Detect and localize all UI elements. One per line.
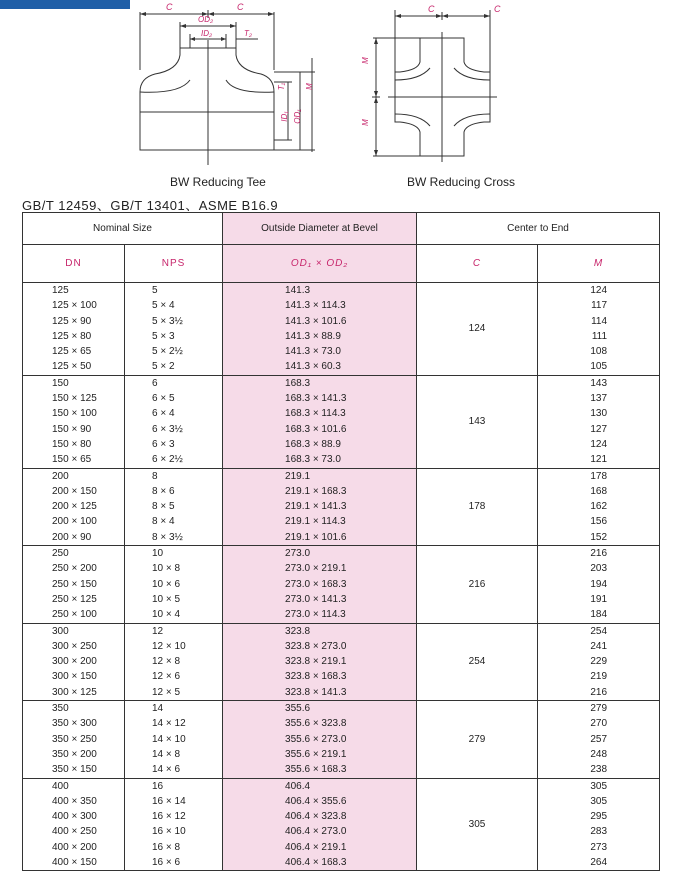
- cell-nps: 14 × 6: [125, 762, 223, 778]
- cell-nps: 16 × 6: [125, 855, 223, 871]
- cell-dn: 200 × 125: [23, 499, 125, 514]
- cell-od: 273.0 × 219.1: [223, 561, 417, 576]
- cell-nps: 10: [125, 546, 223, 562]
- table-row: [23, 514, 660, 529]
- table-row: [23, 732, 660, 747]
- cell-od: 406.4 × 168.3: [223, 855, 417, 871]
- table-row: [23, 298, 660, 313]
- cell-dn: 300 × 200: [23, 654, 125, 669]
- cell-dn: 125 × 100: [23, 298, 125, 313]
- cell-c: 124: [417, 283, 538, 376]
- cross-c-label-left: C: [428, 4, 435, 14]
- cell-nps: 10 × 5: [125, 592, 223, 607]
- cell-m: 184: [538, 607, 660, 623]
- cell-od: 355.6 × 323.8: [223, 716, 417, 731]
- cell-m: 264: [538, 855, 660, 871]
- table-row: [23, 359, 660, 375]
- table-row: [23, 607, 660, 623]
- cell-m: 219: [538, 669, 660, 684]
- cell-m: 229: [538, 654, 660, 669]
- table-row: [23, 546, 660, 562]
- cell-m: 117: [538, 298, 660, 313]
- table-row: [23, 406, 660, 421]
- cell-od: 406.4 × 273.0: [223, 824, 417, 839]
- table-row: [23, 375, 660, 391]
- cell-dn: 300: [23, 623, 125, 639]
- cell-od: 355.6 × 168.3: [223, 762, 417, 778]
- cell-m: 127: [538, 422, 660, 437]
- cell-m: 178: [538, 468, 660, 484]
- cell-nps: 12: [125, 623, 223, 639]
- cell-od: 323.8 × 168.3: [223, 669, 417, 684]
- cell-nps: 6 × 3½: [125, 422, 223, 437]
- dimensions-table: [22, 212, 660, 871]
- cell-m: 216: [538, 685, 660, 701]
- cell-dn: 350 × 200: [23, 747, 125, 762]
- cell-od: 219.1 × 168.3: [223, 484, 417, 499]
- cell-nps: 16 × 12: [125, 809, 223, 824]
- cell-dn: 125 × 50: [23, 359, 125, 375]
- cell-nps: 8: [125, 468, 223, 484]
- cell-nps: 14 × 10: [125, 732, 223, 747]
- cell-dn: 150 × 80: [23, 437, 125, 452]
- cell-nps: 16 × 14: [125, 794, 223, 809]
- cell-dn: 125 × 80: [23, 329, 125, 344]
- cross-m-label-top: M: [360, 57, 370, 64]
- cell-dn: 200: [23, 468, 125, 484]
- cell-nps: 5 × 3½: [125, 314, 223, 329]
- table-body: [23, 283, 660, 871]
- cell-nps: 8 × 5: [125, 499, 223, 514]
- cell-c: 178: [417, 468, 538, 545]
- table-row: [23, 577, 660, 592]
- cell-m: 194: [538, 577, 660, 592]
- cell-m: 191: [538, 592, 660, 607]
- subheader-nps: NPS: [125, 245, 223, 283]
- cell-nps: 6 × 4: [125, 406, 223, 421]
- cell-od: 219.1: [223, 468, 417, 484]
- cell-m: 254: [538, 623, 660, 639]
- table-row: [23, 561, 660, 576]
- table-row: [23, 701, 660, 717]
- cell-dn: 150 × 125: [23, 391, 125, 406]
- tee-id1-label: ID₁: [279, 111, 289, 122]
- cell-od: 323.8 × 141.3: [223, 685, 417, 701]
- cell-dn: 350 × 300: [23, 716, 125, 731]
- cell-m: 216: [538, 546, 660, 562]
- cell-od: 273.0: [223, 546, 417, 562]
- cell-od: 141.3 × 101.6: [223, 314, 417, 329]
- cell-nps: 5 × 4: [125, 298, 223, 313]
- subheader-m: [538, 245, 660, 283]
- cell-dn: 300 × 125: [23, 685, 125, 701]
- cell-od: 219.1 × 101.6: [223, 530, 417, 546]
- cell-od: 141.3 × 88.9: [223, 329, 417, 344]
- header-center-to-end: Center to End: [417, 213, 660, 245]
- cell-od: 406.4: [223, 778, 417, 794]
- cell-m: 168: [538, 484, 660, 499]
- cell-m: 162: [538, 499, 660, 514]
- cell-dn: 150 × 90: [23, 422, 125, 437]
- cell-m: 270: [538, 716, 660, 731]
- table-row: [23, 452, 660, 468]
- header-nominal-size: Nominal Size: [23, 213, 223, 245]
- table-row: [23, 623, 660, 639]
- cell-nps: 12 × 8: [125, 654, 223, 669]
- cell-od: 168.3: [223, 375, 417, 391]
- cell-m: 295: [538, 809, 660, 824]
- tee-id2-label: ID₂: [201, 29, 213, 38]
- table-row: [23, 437, 660, 452]
- cell-dn: 250 × 150: [23, 577, 125, 592]
- cell-m: 152: [538, 530, 660, 546]
- tee-m-label: M: [304, 83, 314, 90]
- cell-dn: 400 × 300: [23, 809, 125, 824]
- cell-m: 105: [538, 359, 660, 375]
- table-row: [23, 283, 660, 299]
- cell-m: 273: [538, 840, 660, 855]
- table-row: [23, 809, 660, 824]
- cell-dn: 350: [23, 701, 125, 717]
- cell-od: 141.3 × 114.3: [223, 298, 417, 313]
- cell-nps: 6: [125, 375, 223, 391]
- cell-nps: 5 × 3: [125, 329, 223, 344]
- cell-nps: 12 × 10: [125, 639, 223, 654]
- cell-dn: 125: [23, 283, 125, 299]
- cell-nps: 10 × 8: [125, 561, 223, 576]
- cell-m: 248: [538, 747, 660, 762]
- cell-od: 141.3 × 73.0: [223, 344, 417, 359]
- cell-od: 406.4 × 355.6: [223, 794, 417, 809]
- cell-dn: 400 × 250: [23, 824, 125, 839]
- table-row: [23, 499, 660, 514]
- subheader-od-text: OD₁ × OD₂: [290, 258, 349, 269]
- cell-nps: 8 × 4: [125, 514, 223, 529]
- cell-nps: 5 × 2½: [125, 344, 223, 359]
- tee-c-label-left: C: [166, 2, 173, 12]
- cell-c: 254: [417, 623, 538, 700]
- cell-dn: 250 × 200: [23, 561, 125, 576]
- cell-m: 305: [538, 794, 660, 809]
- table-row: [23, 391, 660, 406]
- table-row: [23, 716, 660, 731]
- header-outside-diameter: Outside Diameter at Bevel: [223, 213, 417, 245]
- cell-m: 143: [538, 375, 660, 391]
- cell-od: 168.3 × 101.6: [223, 422, 417, 437]
- cell-m: 283: [538, 824, 660, 839]
- table-row: [23, 855, 660, 871]
- cell-nps: 8 × 3½: [125, 530, 223, 546]
- cell-od: 355.6 × 273.0: [223, 732, 417, 747]
- cell-nps: 12 × 6: [125, 669, 223, 684]
- cell-dn: 200 × 90: [23, 530, 125, 546]
- cross-caption: BW Reducing Cross: [407, 175, 516, 189]
- tee-c-label-right: C: [237, 2, 244, 12]
- cell-dn: 350 × 250: [23, 732, 125, 747]
- cell-od: 219.1 × 114.3: [223, 514, 417, 529]
- cell-dn: 400: [23, 778, 125, 794]
- cell-dn: 400 × 350: [23, 794, 125, 809]
- subheader-c: [417, 245, 538, 283]
- standards-title: GB/T 12459、GB/T 13401、ASME B16.9: [22, 198, 279, 213]
- table-row: [23, 824, 660, 839]
- cell-nps: 16 × 10: [125, 824, 223, 839]
- tee-caption: BW Reducing Tee: [170, 175, 266, 189]
- cell-od: 355.6 × 219.1: [223, 747, 417, 762]
- tee-od1-label: OD₁: [292, 109, 302, 124]
- cell-dn: 125 × 90: [23, 314, 125, 329]
- cell-dn: 350 × 150: [23, 762, 125, 778]
- table-row: [23, 840, 660, 855]
- tee-t2-label: T₂: [244, 29, 252, 38]
- cell-od: 273.0 × 168.3: [223, 577, 417, 592]
- cell-m: 137: [538, 391, 660, 406]
- table-row: [23, 669, 660, 684]
- cell-dn: 300 × 250: [23, 639, 125, 654]
- cell-dn: 400 × 200: [23, 840, 125, 855]
- cell-od: 323.8 × 219.1: [223, 654, 417, 669]
- cell-od: 219.1 × 141.3: [223, 499, 417, 514]
- table-row: [23, 654, 660, 669]
- cell-nps: 10 × 6: [125, 577, 223, 592]
- cell-m: 124: [538, 283, 660, 299]
- table-row: [23, 422, 660, 437]
- cell-m: 203: [538, 561, 660, 576]
- subheader-m-text: M: [593, 258, 604, 269]
- cell-c: 143: [417, 375, 538, 468]
- cell-od: 406.4 × 219.1: [223, 840, 417, 855]
- cell-od: 273.0 × 114.3: [223, 607, 417, 623]
- cell-od: 141.3: [223, 283, 417, 299]
- cell-od: 168.3 × 114.3: [223, 406, 417, 421]
- cell-m: 114: [538, 314, 660, 329]
- cell-m: 305: [538, 778, 660, 794]
- table-row: [23, 484, 660, 499]
- table-row: [23, 344, 660, 359]
- table-row: [23, 685, 660, 701]
- cell-m: 279: [538, 701, 660, 717]
- table-row: [23, 468, 660, 484]
- table-row: [23, 530, 660, 546]
- cell-dn: 300 × 150: [23, 669, 125, 684]
- cell-od: 323.8: [223, 623, 417, 639]
- table-row: [23, 794, 660, 809]
- cell-od: 406.4 × 323.8: [223, 809, 417, 824]
- cell-c: 305: [417, 778, 538, 871]
- cell-dn: 125 × 65: [23, 344, 125, 359]
- cell-nps: 6 × 5: [125, 391, 223, 406]
- cell-nps: 6 × 2½: [125, 452, 223, 468]
- cell-dn: 250 × 125: [23, 592, 125, 607]
- table-row: [23, 778, 660, 794]
- cell-od: 355.6: [223, 701, 417, 717]
- table-row: [23, 639, 660, 654]
- cell-dn: 150: [23, 375, 125, 391]
- table-row: [23, 329, 660, 344]
- cell-m: 156: [538, 514, 660, 529]
- cell-od: 168.3 × 88.9: [223, 437, 417, 452]
- cell-m: 121: [538, 452, 660, 468]
- cell-m: 130: [538, 406, 660, 421]
- cell-od: 168.3 × 141.3: [223, 391, 417, 406]
- cell-dn: 400 × 150: [23, 855, 125, 871]
- cell-dn: 200 × 150: [23, 484, 125, 499]
- table-row: [23, 592, 660, 607]
- cell-nps: 14 × 8: [125, 747, 223, 762]
- cell-m: 111: [538, 329, 660, 344]
- cell-nps: 10 × 4: [125, 607, 223, 623]
- tee-t1-label: T₁: [277, 82, 287, 91]
- table-row: [23, 747, 660, 762]
- cell-nps: 16 × 8: [125, 840, 223, 855]
- cross-c-label-right: C: [494, 4, 501, 14]
- subheader-od: [223, 245, 417, 283]
- cell-m: 257: [538, 732, 660, 747]
- cell-c: 279: [417, 701, 538, 778]
- cell-dn: 150 × 100: [23, 406, 125, 421]
- cell-dn: 250: [23, 546, 125, 562]
- reducing-cross-diagram: [0, 0, 677, 190]
- table-row: [23, 314, 660, 329]
- cell-m: 124: [538, 437, 660, 452]
- cross-m-label-bottom: M: [360, 119, 370, 126]
- cell-od: 168.3 × 73.0: [223, 452, 417, 468]
- cell-nps: 8 × 6: [125, 484, 223, 499]
- cell-nps: 6 × 3: [125, 437, 223, 452]
- cell-m: 238: [538, 762, 660, 778]
- cell-nps: 14: [125, 701, 223, 717]
- cell-od: 323.8 × 273.0: [223, 639, 417, 654]
- cell-nps: 16: [125, 778, 223, 794]
- cell-nps: 5: [125, 283, 223, 299]
- cell-nps: 14 × 12: [125, 716, 223, 731]
- subheader-dn: DN: [23, 245, 125, 283]
- cell-nps: 12 × 5: [125, 685, 223, 701]
- cell-od: 273.0 × 141.3: [223, 592, 417, 607]
- cell-c: 216: [417, 546, 538, 623]
- table-row: [23, 762, 660, 778]
- cell-m: 241: [538, 639, 660, 654]
- cell-dn: 150 × 65: [23, 452, 125, 468]
- cell-dn: 200 × 100: [23, 514, 125, 529]
- cell-od: 141.3 × 60.3: [223, 359, 417, 375]
- cell-dn: 250 × 100: [23, 607, 125, 623]
- tee-od2-label: OD₂: [198, 15, 214, 24]
- subheader-c-text: C: [472, 258, 482, 269]
- cell-nps: 5 × 2: [125, 359, 223, 375]
- cell-m: 108: [538, 344, 660, 359]
